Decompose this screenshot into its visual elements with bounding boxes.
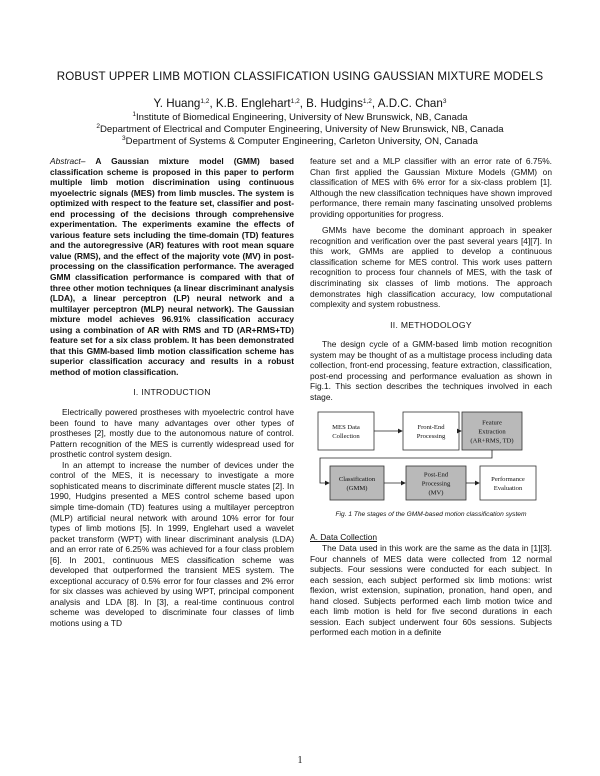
flow-box-label: Collection (332, 433, 360, 441)
flow-box-5 (406, 466, 466, 500)
flow-box-label: MES Data (332, 424, 360, 432)
right-paragraph-2: GMMs have become the dominant approach in speaker recognition and verification over the past several years [4][7]. In this work, GMMs are applied to develop a continuous classification scheme for MES control. This work uses pattern recognition to process four channels of MES, with the task of discriminating six classes of limb motions. The approach demonstrates high classification accuracy, low computational complexity and system robustness. (310, 225, 552, 310)
affiliation-3 (40, 136, 560, 148)
author-name: Y. Huang (153, 97, 201, 110)
affiliation-3-sup: 3 (122, 135, 126, 142)
flow-box-6 (480, 466, 536, 500)
flow-box-label: (AR+RMS, TD) (470, 437, 514, 445)
affiliation-2 (40, 124, 560, 136)
flow-box-label: (GMM) (346, 485, 368, 493)
author-name: A.D.C. Chan (377, 97, 443, 110)
abstract (50, 156, 294, 377)
flow-box-label: Processing (421, 480, 451, 488)
page-number: 1 (297, 755, 303, 766)
author-list: Y. Huang$^{1,2}$, K.B. Englehart$^{1,2}$, B. Hudgins$^{1,2}$, A.D.C. Chan$^3$ (153, 97, 447, 110)
flow-box-label: Post-End (423, 471, 449, 479)
section-heading-methodology: II. METHODOLOGY (390, 319, 472, 330)
affiliation-3-text: Department of Systems & Computer Engineering, Carleton University, ON, Canada (125, 136, 478, 147)
abstract-text: A Gaussian mixture model (GMM) based classification scheme is proposed in this paper to perform multiple limb motion discrimination using continuous myoelectric signals (MES) from limb muscles. The system is optimized with respect to the feature set, classifier and post-end processing of the decisions through comprehensive experimentation. The experiments examine the effects of various feature sets including the time-domain (TD) features and the autoregressive (AR) features with root mean square value (RMS), and the effect of the majority vote (MV) in post-processing on the classification performance. The averaged GMM classification performance is compared with that of three other motion techniques (a linear discriminant analysis (LDA), a linear perceptron (LP) neural network and a multilayer perceptron (MLP) neural network). The Gaussian mixture model achieves 96.91% classification accuracy using a combination of AR with RMS and TD (AR+RMS+TD) feature set for a six class problem. It has been demonstrated that this GMM-based limb motion classification scheme has superior classification accuracy and results in a robust method of motion classification. (50, 156, 294, 377)
affiliation-2-text: Department of Electrical and Computer Engineering, University of New Brunswick, NB, Canada (99, 124, 504, 135)
intro-paragraph-2: In an attempt to increase the number of devices under the control of the MES, it is necessary to investigate a more sophisticated means to discriminate different muscle states [2]. In 1990, Hudgins presented a MES control scheme based upon simple time-domain (TD) features using a multilayer perceptron (MLP) artificial neural network with around 10% error for four types of limb motions [5]. In 1999, Englehart used a wavelet packet transform (WPT) with linear discriminant analysis (LDA) and an error rate of 6.25% was achieved for a four class problem [6]. In 2001, continuous MES classification scheme was developed that outperformed the transient MES system. The exceptional accuracy of 0.5% error for four classes and 2% error for six classes was achieved by using WPT, principal component analysis and LDA [8]. In [3], a real-time continuous control scheme was developed to discriminate four classes of limb motions using a TD (50, 459, 294, 628)
abstract-lead: Abstract– (50, 156, 96, 166)
author-affiliation-sup: 1,2 (290, 98, 300, 105)
flow-box-2 (403, 412, 459, 450)
figure-1 (310, 404, 552, 528)
author-name: K.B. Englehart (215, 97, 291, 110)
affiliation-1-sup: 1 (132, 111, 136, 118)
flow-box-4 (330, 466, 384, 500)
subsection-heading-data-collection: A. Data Collection (310, 532, 378, 543)
affiliation-2-sup: 2 (96, 123, 100, 130)
flow-box-label: Evaluation (493, 485, 523, 493)
flow-box-3 (462, 412, 522, 450)
flow-box-label: Performance (491, 476, 525, 484)
author-affiliation-sup: 1,2 (362, 98, 372, 105)
figure-1-caption: Fig. 1 The stages of the GMM-based motion classification system (335, 511, 527, 519)
methodology-paragraph-1: The design cycle of a GMM-based limb motion recognition system may be thought of as a multistage process including data collection, front-end processing, feature extraction, classification, post-end processing and performance evaluation as shown in Fig.1. This section describes the techniques involved in each stage. (310, 339, 552, 402)
right-paragraph-1: feature set and a MLP classifier with an error rate of 6.75%. Chan first applied the Gaussian Mixture Models (GMM) on classification of MES with 6% error for a six-class problem [1]. Although the new classification techniques have shown improved performance, there remain many fascinating unsolved problems providing opportunities for progress. (310, 156, 552, 219)
flow-box-1 (318, 412, 374, 450)
left-column (50, 156, 294, 629)
flow-box-label: Extraction (478, 428, 506, 436)
right-column (310, 156, 552, 638)
paper-title: ROBUST UPPER LIMB MOTION CLASSIFICATION USING GAUSSIAN MIXTURE MODELS (56, 70, 544, 83)
section-heading-introduction: I. INTRODUCTION (133, 387, 211, 398)
intro-paragraph-1: Electrically powered prostheses with myoelectric control have been found to have many advantages over other types of prostheses [2], mostly due to the autonomous nature of control. Pattern recognition of the MES is currently widespread used for prosthetic control system design. (50, 407, 294, 460)
flow-box-label: (MV) (428, 489, 444, 497)
affiliation-1 (40, 112, 560, 124)
flow-box-label: Classification (338, 476, 376, 484)
affiliation-1-text: Institute of Biomedical Engineering, University of New Brunswick, NB, Canada (135, 112, 468, 123)
flow-box-label: Processing (416, 433, 446, 441)
author-affiliation-sup: 3 (442, 98, 447, 105)
flow-box-label: Front-End (417, 424, 445, 432)
author-affiliation-sup: 1,2 (200, 98, 210, 105)
figure-1-diagram (310, 404, 552, 508)
author-name: B. Hudgins (306, 97, 363, 110)
flow-box-label: Feature (482, 419, 502, 427)
data-collection-paragraph: The Data used in this work are the same as the data in [1][3]. Four channels of MES data were collected from 12 normal subjects. Four sessions were conducted for each subject. In each session, each subject performed six limb motions: wrist flexion, wrist extension, supination, pronation, hand open, and hand closed. Subjects performed each limb motion twice and each limb motion is held for five second durations in each session. Each subject underwent four 60s sessions. Subjects performed each motion in a definite (310, 543, 552, 638)
